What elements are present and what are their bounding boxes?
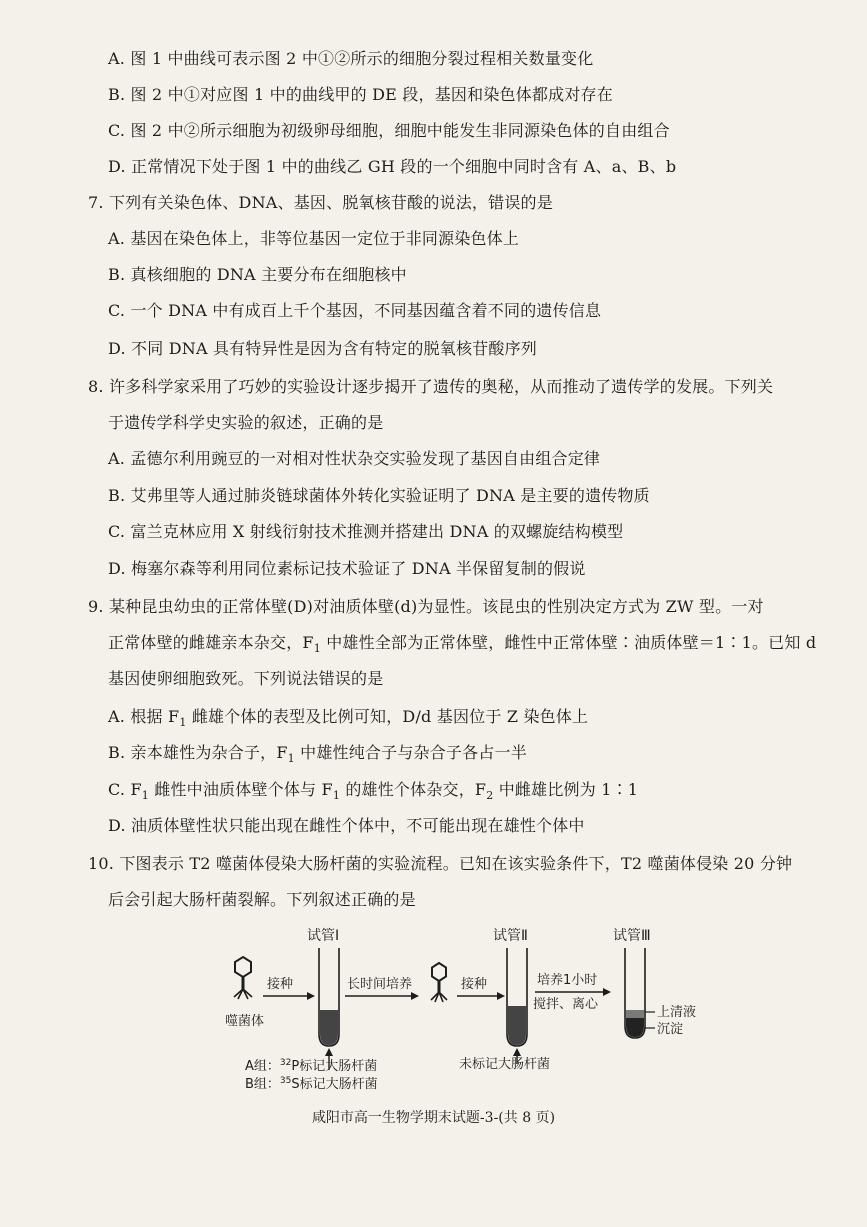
q8-option-c: C. 富兰克林应用 X 射线衍射技术推测并搭建出 DNA 的双螺旋结构模型 [108, 522, 624, 541]
subscript: 1 [141, 789, 149, 803]
option-text: 中雌雄比例为 1∶1 [493, 780, 639, 799]
arrow-head [307, 992, 315, 1000]
pointer-head [325, 1048, 333, 1056]
subscript: 1 [179, 716, 187, 730]
tube-1-title: 试管I [307, 928, 340, 944]
q9-option-c [108, 779, 638, 801]
subscript: 2 [486, 789, 494, 803]
unlabeled-bacteria-label: 未标记大肠杆菌 [459, 1057, 551, 1072]
q9-option-b [108, 742, 527, 764]
phage-icon [234, 957, 252, 999]
q8-stem-line2: 于遗传学科学史实验的叙述，正确的是 [108, 413, 384, 432]
inoculate-label-2: 接种 [461, 977, 488, 992]
phage-label: 噬菌体 [225, 1014, 265, 1029]
option-text: 中雄性纯合子与杂合子各占一半 [294, 743, 527, 762]
inoculate-label-1: 接种 [267, 977, 294, 992]
q9-stem-line1: 9. 某种昆虫幼虫的正常体壁(D)对油质体壁(d)为显性。该昆虫的性别决定方式为 ZW 型。一对 [88, 597, 764, 616]
group-b-prefix: B组： [245, 1077, 280, 1092]
culture-1h-label: 培养1小时 [537, 973, 598, 988]
tube-2-title: 试管Ⅱ [493, 928, 528, 944]
q7-option-a: A. 基因在染色体上，非等位基因一定位于非同源染色体上 [108, 229, 520, 248]
q7-option-b: B. 真核细胞的 DNA 主要分布在细胞核中 [108, 265, 407, 284]
option-text: 雌性中油质体壁个体与 F [148, 780, 333, 799]
subscript: 1 [313, 642, 321, 656]
q6-option-b: B. 图 2 中①对应图 1 中的曲线甲的 DE 段，基因和染色体都成对存在 [108, 85, 613, 104]
q9-option-d: D. 油质体壁性状只能出现在雌性个体中，不可能出现在雄性个体中 [108, 816, 585, 835]
q6-option-a: A. 图 1 中曲线可表示图 2 中①②所示的细胞分裂过程相关数量变化 [108, 49, 594, 68]
tube-3-title: 试管Ⅲ [613, 928, 651, 944]
tube-1-bacteria [320, 1010, 338, 1045]
q6-option-c: C. 图 2 中②所示细胞为初级卵母细胞，细胞中能发生非同源染色体的自由组合 [108, 121, 670, 140]
q8-option-b: B. 艾弗里等人通过肺炎链球菌体外转化实验证明了 DNA 是主要的遗传物质 [108, 486, 650, 505]
option-text: 的雄性个体杂交，F [340, 780, 487, 799]
sediment-label: 沉淀 [657, 1022, 684, 1037]
q9-option-a [108, 706, 588, 728]
q10-stem-line2: 后会引起大肠杆菌裂解。下列叙述正确的是 [108, 890, 416, 909]
arrow-head [603, 988, 611, 996]
q9-stem-text: 中雄性全部为正常体壁，雌性中正常体壁∶油质体壁＝1∶1。已知 d [320, 633, 817, 652]
option-text: 雌雄个体的表型及比例可知，D/d 基因位于 Z 染色体上 [186, 707, 589, 726]
option-text: C. F [108, 780, 142, 799]
q6-option-d: D. 正常情况下处于图 1 中的曲线乙 GH 段的一个细胞中同时含有 A、a、B、b [108, 157, 677, 176]
q8-option-a: A. 孟德尔利用豌豆的一对相对性状杂交实验发现了基因自由组合定律 [108, 449, 601, 468]
arrow-head [411, 992, 419, 1000]
supernatant-label: 上清液 [657, 1005, 697, 1020]
q8-option-d: D. 梅塞尔森等利用同位素标记技术验证了 DNA 半保留复制的假说 [108, 559, 586, 578]
option-text: B. 亲本雄性为杂合子，F [108, 743, 288, 762]
subscript: 1 [287, 752, 295, 766]
group-a-label [245, 1058, 377, 1074]
group-a-text: P标记大肠杆菌 [291, 1059, 378, 1074]
group-a-prefix: A组： [245, 1059, 280, 1074]
pointer-head [513, 1048, 521, 1056]
q10-stem-line1: 10. 下图表示 T2 噬菌体侵染大肠杆菌的实验流程。已知在该实验条件下，T2 噬菌体侵染 20 分钟 [88, 854, 793, 873]
q7-option-d: D. 不同 DNA 具有特异性是因为含有特定的脱氧核苷酸序列 [108, 339, 537, 358]
q9-stem-line2 [108, 632, 816, 654]
q8-stem-line1: 8. 许多科学家采用了巧妙的实验设计逐步揭开了遗传的奥秘，从而推动了遗传学的发展。下列关 [88, 377, 774, 396]
subscript: 1 [332, 789, 341, 803]
q9-stem-line3: 基因使卵细胞致死。下列说法错误的是 [108, 669, 384, 688]
supernatant-layer [626, 1010, 644, 1018]
tube-2-bacteria [508, 1006, 526, 1045]
option-text: A. 根据 F [108, 707, 180, 726]
isotope-superscript: 35 [279, 1076, 292, 1086]
sediment-layer [626, 1018, 644, 1037]
group-b-label [245, 1076, 378, 1092]
stir-centrifuge-label: 搅拌、离心 [533, 997, 599, 1012]
page-footer: 咸阳市高一生物学期末试题-3-(共 8 页) [311, 1110, 556, 1126]
phage-experiment-diagram [215, 922, 715, 1097]
isotope-superscript: 32 [279, 1058, 292, 1068]
q9-stem-text: 正常体壁的雌雄亲本杂交，F [108, 633, 314, 652]
long-culture-label: 长时间培养 [347, 977, 413, 992]
group-b-text: S标记大肠杆菌 [291, 1077, 378, 1092]
q7-option-c: C. 一个 DNA 中有成百上千个基因，不同基因蕴含着不同的遗传信息 [108, 301, 602, 320]
q7-stem: 7. 下列有关染色体、DNA、基因、脱氧核苷酸的说法，错误的是 [88, 193, 553, 212]
phage-icon [431, 963, 447, 1002]
arrow-head [497, 992, 505, 1000]
